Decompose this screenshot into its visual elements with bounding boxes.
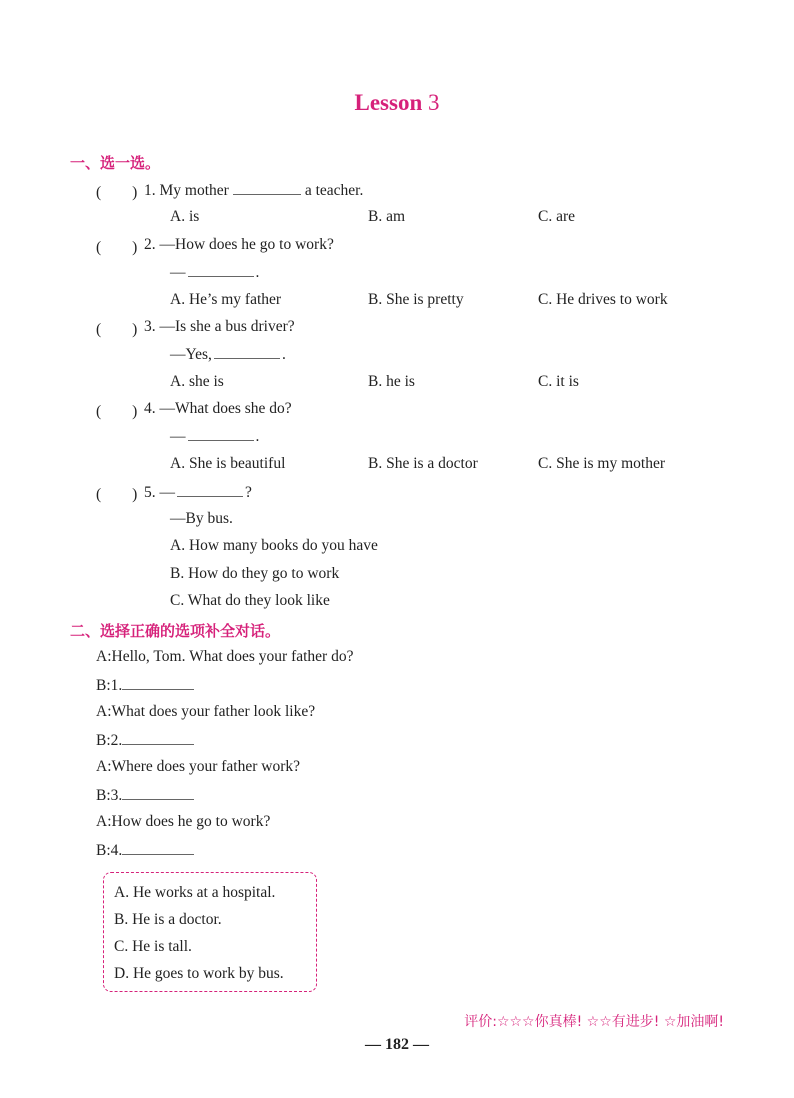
- q1-option-b: B. am: [368, 208, 406, 225]
- speaker-label: A:: [96, 813, 112, 830]
- dialogue-number: 3.: [110, 787, 123, 804]
- q3-line2-prefix: —Yes,: [170, 346, 212, 363]
- page-title: [0, 90, 794, 116]
- q3-line2-suffix: .: [281, 346, 286, 363]
- dialogue-line-8: [96, 840, 194, 861]
- q3-option-a: A. she is: [170, 373, 224, 390]
- q1-option-c: C. are: [538, 208, 576, 225]
- q3-option-b: B. he is: [368, 373, 415, 390]
- q4-option-c: C. She is my mother: [538, 455, 666, 472]
- dialogue-line-7: [96, 812, 270, 832]
- speaker-label: B:: [96, 787, 111, 804]
- question-2-stem: 2. —How does he go to work?: [144, 236, 334, 253]
- q3-option-c: C. it is: [538, 373, 579, 390]
- option-c: C. He is tall.: [114, 938, 192, 955]
- dialogue-number: 2.: [110, 732, 123, 749]
- section1-heading: 一、选一选。: [70, 154, 161, 172]
- speaker-label: B:: [96, 677, 111, 694]
- title-word: Lesson: [354, 90, 423, 115]
- speaker-label: A:: [96, 703, 112, 720]
- dialogue-text: Hello, Tom. What does your father do?: [111, 648, 354, 665]
- q5-blank[interactable]: [177, 482, 243, 497]
- option-a: A. He works at a hospital.: [114, 884, 276, 901]
- dialogue-line-5: [96, 757, 300, 777]
- answer-paren-1[interactable]: ( ): [96, 184, 138, 201]
- q5-option-b: B. How do they go to work: [170, 565, 340, 582]
- dialogue-line-1: [96, 647, 353, 667]
- q2-option-b: B. She is pretty: [368, 291, 464, 308]
- speaker-label: A:: [96, 648, 112, 665]
- title-number: 3: [428, 90, 440, 115]
- q4-option-a: A. She is beautiful: [170, 455, 286, 472]
- answer-paren-5[interactable]: ( ): [96, 486, 138, 503]
- section2-heading: 二、选择正确的选项补全对话。: [70, 622, 281, 640]
- q2-option-a: A. He’s my father: [170, 291, 282, 308]
- answer-paren-4[interactable]: ( ): [96, 403, 138, 420]
- q4-line2-suffix: .: [255, 428, 260, 445]
- q1-stem-before: 1. My mother: [144, 182, 229, 199]
- dialogue-number: 1.: [110, 677, 123, 694]
- question-5-stem: [144, 482, 252, 503]
- answer-paren-3[interactable]: ( ): [96, 321, 138, 338]
- answer-blank-1[interactable]: [122, 675, 194, 690]
- question-4-line2: [170, 426, 259, 447]
- q4-line2-prefix: —: [170, 428, 186, 445]
- answer-blank-3[interactable]: [122, 785, 194, 800]
- q1-stem-after: a teacher.: [304, 182, 364, 199]
- dialogue-text: Where does your father work?: [111, 758, 300, 775]
- self-evaluation: 评价:☆☆☆你真棒! ☆☆有进步! ☆加油啊!: [464, 1014, 724, 1030]
- speaker-label: B:: [96, 732, 111, 749]
- speaker-label: B:: [96, 842, 111, 859]
- dialogue-line-2: [96, 675, 194, 696]
- q2-blank[interactable]: [188, 262, 254, 277]
- question-2-line2: [170, 262, 259, 283]
- q2-option-c: C. He drives to work: [538, 291, 668, 308]
- q2-line2-prefix: —: [170, 264, 186, 281]
- page-number: — 182 —: [365, 1036, 429, 1053]
- q3-blank[interactable]: [214, 344, 280, 359]
- q1-blank[interactable]: [233, 180, 301, 195]
- question-3-line2: [170, 344, 286, 365]
- dialogue-text: How does he go to work?: [111, 813, 271, 830]
- dialogue-line-3: [96, 702, 315, 722]
- dialogue-line-4: [96, 730, 194, 751]
- q5-stem-suffix: ?: [245, 484, 252, 501]
- q4-option-b: B. She is a doctor: [368, 455, 478, 472]
- option-b: B. He is a doctor.: [114, 911, 222, 928]
- dialogue-number: 4.: [110, 842, 123, 859]
- q1-option-a: A. is: [170, 208, 200, 225]
- question-3-stem: 3. —Is she a bus driver?: [144, 318, 295, 335]
- answer-blank-2[interactable]: [122, 730, 194, 745]
- question-1-stem: [144, 180, 363, 201]
- dialogue-line-6: [96, 785, 194, 806]
- option-d: D. He goes to work by bus.: [114, 965, 284, 982]
- q5-stem-prefix: 5. —: [144, 484, 175, 501]
- dialogue-text: What does your father look like?: [111, 703, 316, 720]
- question-5-line2: —By bus.: [170, 510, 233, 527]
- question-4-stem: 4. —What does she do?: [144, 400, 292, 417]
- q5-option-c: C. What do they look like: [170, 592, 330, 609]
- q5-option-a: A. How many books do you have: [170, 537, 378, 554]
- answer-paren-2[interactable]: ( ): [96, 239, 138, 256]
- answer-blank-4[interactable]: [122, 840, 194, 855]
- q4-blank[interactable]: [188, 426, 254, 441]
- q2-line2-suffix: .: [255, 264, 260, 281]
- speaker-label: A:: [96, 758, 112, 775]
